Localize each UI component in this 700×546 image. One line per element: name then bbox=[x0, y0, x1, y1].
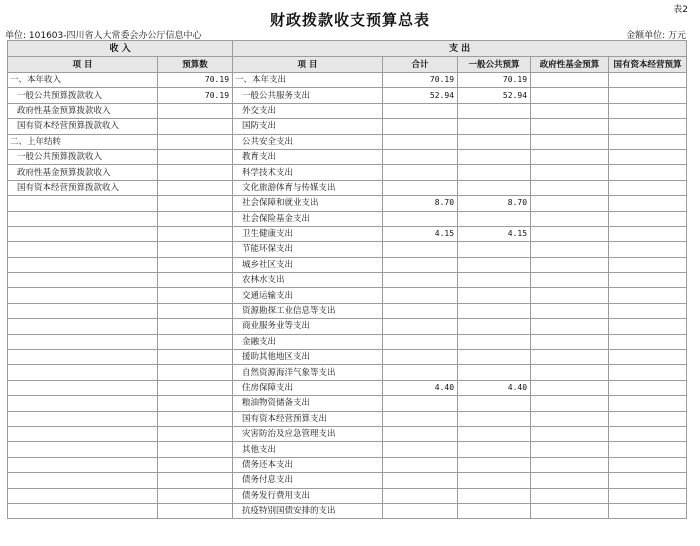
general-budget-cell: 52.94 bbox=[458, 88, 531, 103]
expense-item-cell: 科学技术支出 bbox=[233, 165, 383, 180]
expense-item-cell: 资源勘探工业信息等支出 bbox=[233, 303, 383, 318]
table-row bbox=[8, 119, 687, 134]
income-item-cell: 一般公共预算拨款收入 bbox=[8, 149, 158, 164]
income-item-cell: 一般公共预算拨款收入 bbox=[8, 88, 158, 103]
income-item-cell bbox=[8, 257, 158, 272]
general-budget-cell bbox=[458, 350, 531, 365]
expense-item-cell: 粮油物资储备支出 bbox=[233, 396, 383, 411]
general-budget-cell bbox=[458, 411, 531, 426]
general-budget-cell bbox=[458, 442, 531, 457]
expense-total-cell: 4.40 bbox=[383, 380, 458, 395]
state-capital-cell bbox=[609, 226, 687, 241]
income-item-cell bbox=[8, 334, 158, 349]
income-item-cell bbox=[8, 488, 158, 503]
expense-total-cell bbox=[383, 134, 458, 149]
expense-item-cell: 债务付息支出 bbox=[233, 473, 383, 488]
table-row bbox=[8, 242, 687, 257]
state-capital-cell bbox=[609, 350, 687, 365]
budget-summary-table bbox=[7, 40, 687, 519]
state-capital-cell bbox=[609, 73, 687, 88]
expense-total-cell: 4.15 bbox=[383, 226, 458, 241]
state-capital-cell bbox=[609, 288, 687, 303]
income-item-cell bbox=[8, 319, 158, 334]
income-amount-cell bbox=[158, 180, 233, 195]
expense-item-cell: 城乡社区支出 bbox=[233, 257, 383, 272]
table-row bbox=[8, 180, 687, 195]
gov-fund-cell bbox=[531, 503, 609, 518]
income-amount-cell bbox=[158, 503, 233, 518]
gov-fund-cell bbox=[531, 73, 609, 88]
gov-fund-cell bbox=[531, 396, 609, 411]
gov-fund-cell bbox=[531, 196, 609, 211]
income-item-cell bbox=[8, 396, 158, 411]
general-budget-cell bbox=[458, 503, 531, 518]
income-item-cell bbox=[8, 503, 158, 518]
state-capital-cell bbox=[609, 242, 687, 257]
expense-item-cell: 灾害防治及应急管理支出 bbox=[233, 426, 383, 441]
income-item-cell: 政府性基金预算拨款收入 bbox=[8, 165, 158, 180]
expense-item-cell: 社会保障和就业支出 bbox=[233, 196, 383, 211]
table-row bbox=[8, 350, 687, 365]
income-item-cell bbox=[8, 411, 158, 426]
state-capital-cell bbox=[609, 442, 687, 457]
currency-unit-label: 金额单位: 万元 bbox=[626, 31, 686, 41]
expense-total-cell bbox=[383, 242, 458, 257]
state-capital-cell bbox=[609, 426, 687, 441]
expense-item-cell: 一般公共服务支出 bbox=[233, 88, 383, 103]
income-amount-cell bbox=[158, 165, 233, 180]
table-row bbox=[8, 165, 687, 180]
income-amount-cell bbox=[158, 134, 233, 149]
table-row bbox=[8, 303, 687, 318]
expense-item-cell: 抗疫特别国债安排的支出 bbox=[233, 503, 383, 518]
income-item-cell bbox=[8, 442, 158, 457]
state-capital-cell bbox=[609, 380, 687, 395]
income-item-cell: 二、上年结转 bbox=[8, 134, 158, 149]
expense-total-cell bbox=[383, 165, 458, 180]
income-amount-cell bbox=[158, 365, 233, 380]
income-amount-cell bbox=[158, 442, 233, 457]
expense-total-cell bbox=[383, 180, 458, 195]
expense-total-cell bbox=[383, 211, 458, 226]
expense-item-cell: 农林水支出 bbox=[233, 273, 383, 288]
expense-item-cell: 金融支出 bbox=[233, 334, 383, 349]
general-budget-cell bbox=[458, 396, 531, 411]
gov-fund-cell bbox=[531, 473, 609, 488]
general-budget-cell: 70.19 bbox=[458, 73, 531, 88]
gov-fund-cell bbox=[531, 319, 609, 334]
table-row bbox=[8, 442, 687, 457]
table-number-label: 表2 bbox=[673, 5, 688, 15]
income-item-cell: 国有资本经营预算拨款收入 bbox=[8, 180, 158, 195]
expense-total-cell bbox=[383, 503, 458, 518]
general-budget-cell bbox=[458, 273, 531, 288]
expense-total-cell bbox=[383, 334, 458, 349]
state-capital-header: 国有资本经营预算 bbox=[609, 57, 687, 73]
general-budget-cell bbox=[458, 365, 531, 380]
table-row bbox=[8, 473, 687, 488]
state-capital-cell bbox=[609, 503, 687, 518]
table-row bbox=[8, 211, 687, 226]
gov-fund-cell bbox=[531, 88, 609, 103]
income-amount-cell bbox=[158, 473, 233, 488]
general-budget-cell: 4.15 bbox=[458, 226, 531, 241]
expense-total-cell: 52.94 bbox=[383, 88, 458, 103]
general-budget-cell bbox=[458, 457, 531, 472]
general-budget-cell: 4.40 bbox=[458, 380, 531, 395]
table-row bbox=[8, 503, 687, 518]
gov-fund-cell bbox=[531, 119, 609, 134]
income-item-cell bbox=[8, 457, 158, 472]
state-capital-cell bbox=[609, 411, 687, 426]
income-amount-cell bbox=[158, 103, 233, 118]
income-section-header: 收 入 bbox=[8, 41, 233, 57]
table-row bbox=[8, 334, 687, 349]
state-capital-cell bbox=[609, 273, 687, 288]
expense-item-cell: 援助其他地区支出 bbox=[233, 350, 383, 365]
expense-item-cell: 卫生健康支出 bbox=[233, 226, 383, 241]
income-amount-cell bbox=[158, 242, 233, 257]
table-row bbox=[8, 380, 687, 395]
income-amount-cell bbox=[158, 350, 233, 365]
gov-fund-cell bbox=[531, 334, 609, 349]
gov-fund-cell bbox=[531, 211, 609, 226]
income-amount-cell bbox=[158, 288, 233, 303]
state-capital-cell bbox=[609, 196, 687, 211]
general-budget-cell bbox=[458, 303, 531, 318]
expense-item-cell: 债务还本支出 bbox=[233, 457, 383, 472]
general-budget-cell bbox=[458, 319, 531, 334]
income-item-header: 项 目 bbox=[8, 57, 158, 73]
expense-item-cell: 国有资本经营预算支出 bbox=[233, 411, 383, 426]
expense-total-cell bbox=[383, 119, 458, 134]
income-amount-cell bbox=[158, 303, 233, 318]
gov-fund-cell bbox=[531, 226, 609, 241]
state-capital-cell bbox=[609, 134, 687, 149]
state-capital-cell bbox=[609, 119, 687, 134]
gov-fund-cell bbox=[531, 103, 609, 118]
expense-total-cell bbox=[383, 365, 458, 380]
general-budget-cell: 8.70 bbox=[458, 196, 531, 211]
table-row bbox=[8, 411, 687, 426]
expense-total-cell bbox=[383, 488, 458, 503]
income-amount-cell: 70.19 bbox=[158, 88, 233, 103]
general-budget-cell bbox=[458, 242, 531, 257]
state-capital-cell bbox=[609, 488, 687, 503]
unit-name-label: 单位: 101603-四川省人大常委会办公厅信息中心 bbox=[5, 31, 202, 41]
expense-total-cell bbox=[383, 273, 458, 288]
income-item-cell bbox=[8, 226, 158, 241]
state-capital-cell bbox=[609, 396, 687, 411]
income-amount-cell bbox=[158, 380, 233, 395]
expense-item-cell: 一、本年支出 bbox=[233, 73, 383, 88]
expense-item-header: 项 目 bbox=[233, 57, 383, 73]
income-amount-cell bbox=[158, 426, 233, 441]
expense-total-cell bbox=[383, 288, 458, 303]
income-item-cell: 政府性基金预算拨款收入 bbox=[8, 103, 158, 118]
expense-item-cell: 住房保障支出 bbox=[233, 380, 383, 395]
expense-total-cell bbox=[383, 473, 458, 488]
gov-fund-cell bbox=[531, 426, 609, 441]
table-row bbox=[8, 196, 687, 211]
gov-fund-cell bbox=[531, 303, 609, 318]
income-amount-cell bbox=[158, 149, 233, 164]
table-row bbox=[8, 396, 687, 411]
table-row bbox=[8, 273, 687, 288]
gov-fund-cell bbox=[531, 257, 609, 272]
expense-item-cell: 文化旅游体育与传媒支出 bbox=[233, 180, 383, 195]
income-amount-cell bbox=[158, 257, 233, 272]
table-row bbox=[8, 288, 687, 303]
state-capital-cell bbox=[609, 149, 687, 164]
general-budget-cell bbox=[458, 211, 531, 226]
general-budget-cell bbox=[458, 103, 531, 118]
expense-item-cell: 商业服务业等支出 bbox=[233, 319, 383, 334]
state-capital-cell bbox=[609, 303, 687, 318]
expense-section-header: 支 出 bbox=[233, 41, 687, 57]
expense-item-cell: 社会保险基金支出 bbox=[233, 211, 383, 226]
gov-fund-cell bbox=[531, 380, 609, 395]
gov-fund-cell bbox=[531, 288, 609, 303]
gov-fund-cell bbox=[531, 165, 609, 180]
income-item-cell bbox=[8, 473, 158, 488]
income-amount-cell bbox=[158, 273, 233, 288]
expense-total-cell bbox=[383, 426, 458, 441]
state-capital-cell bbox=[609, 211, 687, 226]
income-amount-cell bbox=[158, 488, 233, 503]
expense-total-header: 合计 bbox=[383, 57, 458, 73]
income-item-cell bbox=[8, 273, 158, 288]
general-budget-cell bbox=[458, 180, 531, 195]
income-item-cell bbox=[8, 303, 158, 318]
state-capital-cell bbox=[609, 473, 687, 488]
expense-total-cell bbox=[383, 319, 458, 334]
state-capital-cell bbox=[609, 319, 687, 334]
table-row bbox=[8, 365, 687, 380]
general-budget-cell bbox=[458, 288, 531, 303]
general-budget-cell bbox=[458, 473, 531, 488]
state-capital-cell bbox=[609, 103, 687, 118]
gov-fund-cell bbox=[531, 442, 609, 457]
state-capital-cell bbox=[609, 88, 687, 103]
income-item-cell: 一、本年收入 bbox=[8, 73, 158, 88]
expense-item-cell: 债务发行费用支出 bbox=[233, 488, 383, 503]
general-budget-header: 一般公共预算 bbox=[458, 57, 531, 73]
state-capital-cell bbox=[609, 165, 687, 180]
gov-fund-cell bbox=[531, 411, 609, 426]
income-amount-cell bbox=[158, 196, 233, 211]
table-row bbox=[8, 319, 687, 334]
general-budget-cell bbox=[458, 257, 531, 272]
income-amount-cell: 70.19 bbox=[158, 73, 233, 88]
page-title: 财政拨款收支预算总表 bbox=[269, 11, 430, 29]
state-capital-cell bbox=[609, 365, 687, 380]
table-row bbox=[8, 73, 687, 88]
expense-total-cell bbox=[383, 457, 458, 472]
expense-total-cell bbox=[383, 396, 458, 411]
expense-total-cell bbox=[383, 103, 458, 118]
expense-total-cell bbox=[383, 257, 458, 272]
gov-fund-cell bbox=[531, 350, 609, 365]
table-row bbox=[8, 88, 687, 103]
income-amount-cell bbox=[158, 119, 233, 134]
gov-fund-cell bbox=[531, 273, 609, 288]
table-row bbox=[8, 488, 687, 503]
expense-total-cell: 8.70 bbox=[383, 196, 458, 211]
gov-fund-cell bbox=[531, 134, 609, 149]
state-capital-cell bbox=[609, 334, 687, 349]
income-amount-cell bbox=[158, 211, 233, 226]
income-amount-cell bbox=[158, 319, 233, 334]
income-item-cell: 国有资本经营预算拨款收入 bbox=[8, 119, 158, 134]
expense-item-cell: 外交支出 bbox=[233, 103, 383, 118]
income-amount-cell bbox=[158, 457, 233, 472]
income-item-cell bbox=[8, 380, 158, 395]
expense-item-cell: 教育支出 bbox=[233, 149, 383, 164]
income-item-cell bbox=[8, 288, 158, 303]
expense-item-cell: 其他支出 bbox=[233, 442, 383, 457]
general-budget-cell bbox=[458, 119, 531, 134]
table-row bbox=[8, 226, 687, 241]
state-capital-cell bbox=[609, 257, 687, 272]
income-amount-cell bbox=[158, 396, 233, 411]
expense-total-cell bbox=[383, 303, 458, 318]
general-budget-cell bbox=[458, 134, 531, 149]
gov-fund-cell bbox=[531, 365, 609, 380]
table-row bbox=[8, 257, 687, 272]
general-budget-cell bbox=[458, 426, 531, 441]
expense-total-cell: 70.19 bbox=[383, 73, 458, 88]
income-amount-cell bbox=[158, 334, 233, 349]
general-budget-cell bbox=[458, 488, 531, 503]
expense-total-cell bbox=[383, 442, 458, 457]
income-item-cell bbox=[8, 196, 158, 211]
expense-item-cell: 国防支出 bbox=[233, 119, 383, 134]
expense-item-cell: 自然资源海洋气象等支出 bbox=[233, 365, 383, 380]
gov-fund-cell bbox=[531, 180, 609, 195]
general-budget-cell bbox=[458, 149, 531, 164]
gov-fund-cell bbox=[531, 149, 609, 164]
general-budget-cell bbox=[458, 165, 531, 180]
gov-fund-cell bbox=[531, 457, 609, 472]
expense-item-cell: 公共安全支出 bbox=[233, 134, 383, 149]
income-budget-header: 预算数 bbox=[158, 57, 233, 73]
expense-item-cell: 交通运输支出 bbox=[233, 288, 383, 303]
gov-fund-cell bbox=[531, 242, 609, 257]
income-item-cell bbox=[8, 365, 158, 380]
income-item-cell bbox=[8, 242, 158, 257]
income-item-cell bbox=[8, 211, 158, 226]
expense-total-cell bbox=[383, 149, 458, 164]
table-row bbox=[8, 149, 687, 164]
income-item-cell bbox=[8, 350, 158, 365]
general-budget-cell bbox=[458, 334, 531, 349]
income-item-cell bbox=[8, 426, 158, 441]
gov-fund-header: 政府性基金预算 bbox=[531, 57, 609, 73]
state-capital-cell bbox=[609, 457, 687, 472]
expense-total-cell bbox=[383, 411, 458, 426]
expense-total-cell bbox=[383, 350, 458, 365]
table-row bbox=[8, 134, 687, 149]
expense-item-cell: 节能环保支出 bbox=[233, 242, 383, 257]
header-row-sections bbox=[8, 41, 687, 57]
header-row-columns bbox=[8, 57, 687, 73]
table-row bbox=[8, 103, 687, 118]
income-amount-cell bbox=[158, 411, 233, 426]
gov-fund-cell bbox=[531, 488, 609, 503]
table-row bbox=[8, 426, 687, 441]
income-amount-cell bbox=[158, 226, 233, 241]
table-row bbox=[8, 457, 687, 472]
state-capital-cell bbox=[609, 180, 687, 195]
